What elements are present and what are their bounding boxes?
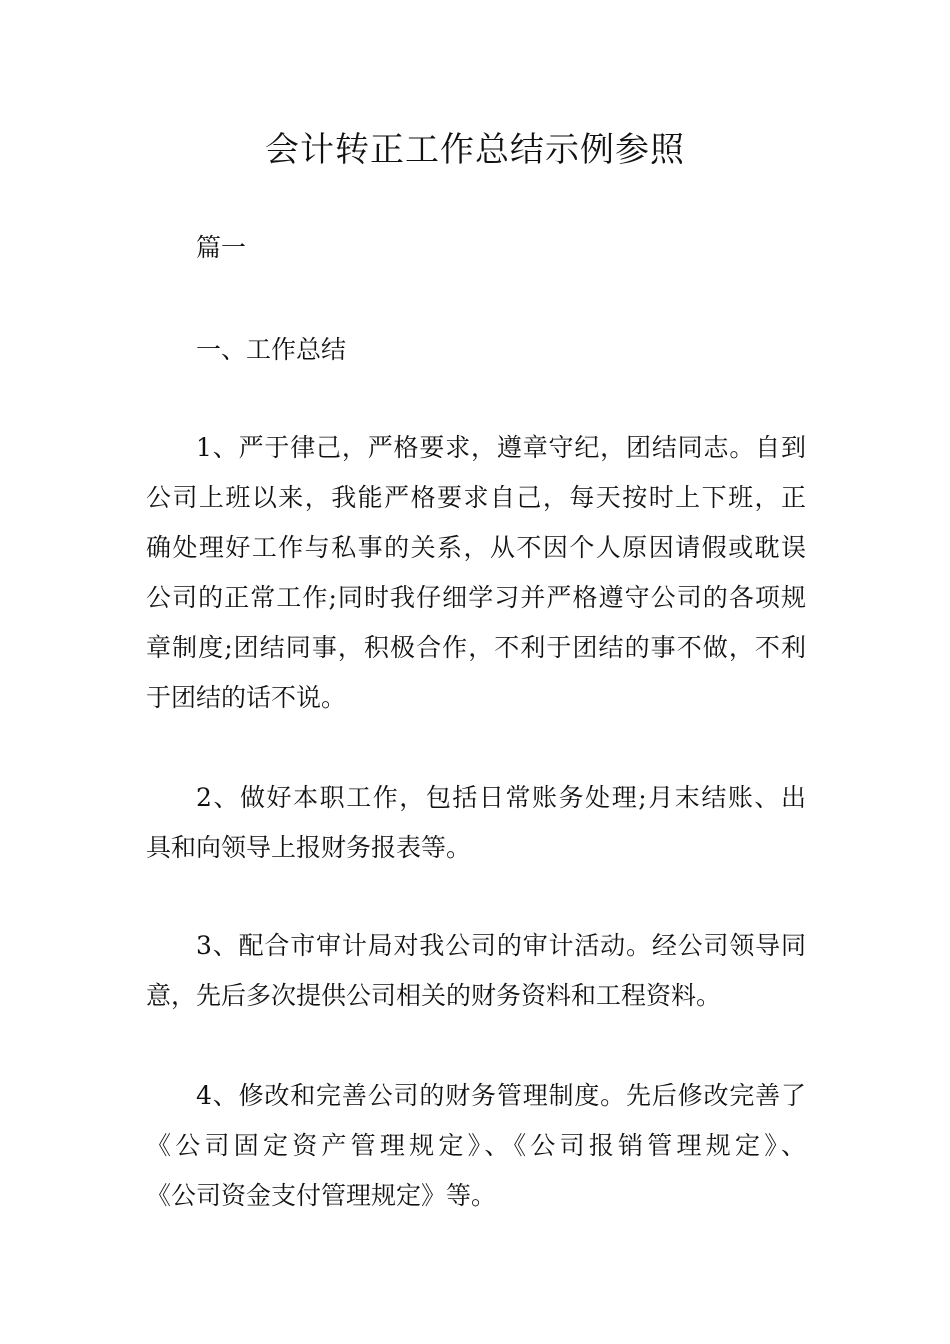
paragraph-2-line-1: 2、做好本职工作，包括日常账务处理;月末结账、出 [196,783,806,812]
paragraph-1-line-2: 公司上班以来，我能严格要求自己，每天按时上下班，正 [146,483,806,512]
paragraph-1-line-3: 确处理好工作与私事的关系，从不因个人原因请假或耽误 [146,533,806,562]
paragraph-1-line-5: 章制度;团结同事，积极合作，不利于团结的事不做，不利 [146,633,806,662]
paragraph-4-line-1: 4、修改和完善公司的财务管理制度。先后修改完善了 [196,1081,806,1110]
paragraph-1-line-6: 于团结的话不说。 [146,683,347,712]
paragraph-4-line-3: 《公司资金支付管理规定》等。 [146,1181,497,1210]
section-heading: 一、工作总结 [196,335,347,364]
section-label: 篇一 [196,233,247,262]
document-title: 会计转正工作总结示例参照 [265,130,685,170]
paragraph-3-line-1: 3、配合市审计局对我公司的审计活动。经公司领导同 [196,931,806,960]
paragraph-1-line-4: 公司的正常工作;同时我仔细学习并严格遵守公司的各项规 [146,583,806,612]
paragraph-3-line-2: 意，先后多次提供公司相关的财务资料和工程资料。 [146,981,722,1010]
paragraph-4-line-2: 《公司固定资产管理规定》、《公司报销管理规定》、 [146,1131,806,1160]
paragraph-1-line-1: 1、严于律己，严格要求，遵章守纪，团结同志。自到 [196,433,806,462]
paragraph-2-line-2: 具和向领导上报财务报表等。 [146,833,472,862]
